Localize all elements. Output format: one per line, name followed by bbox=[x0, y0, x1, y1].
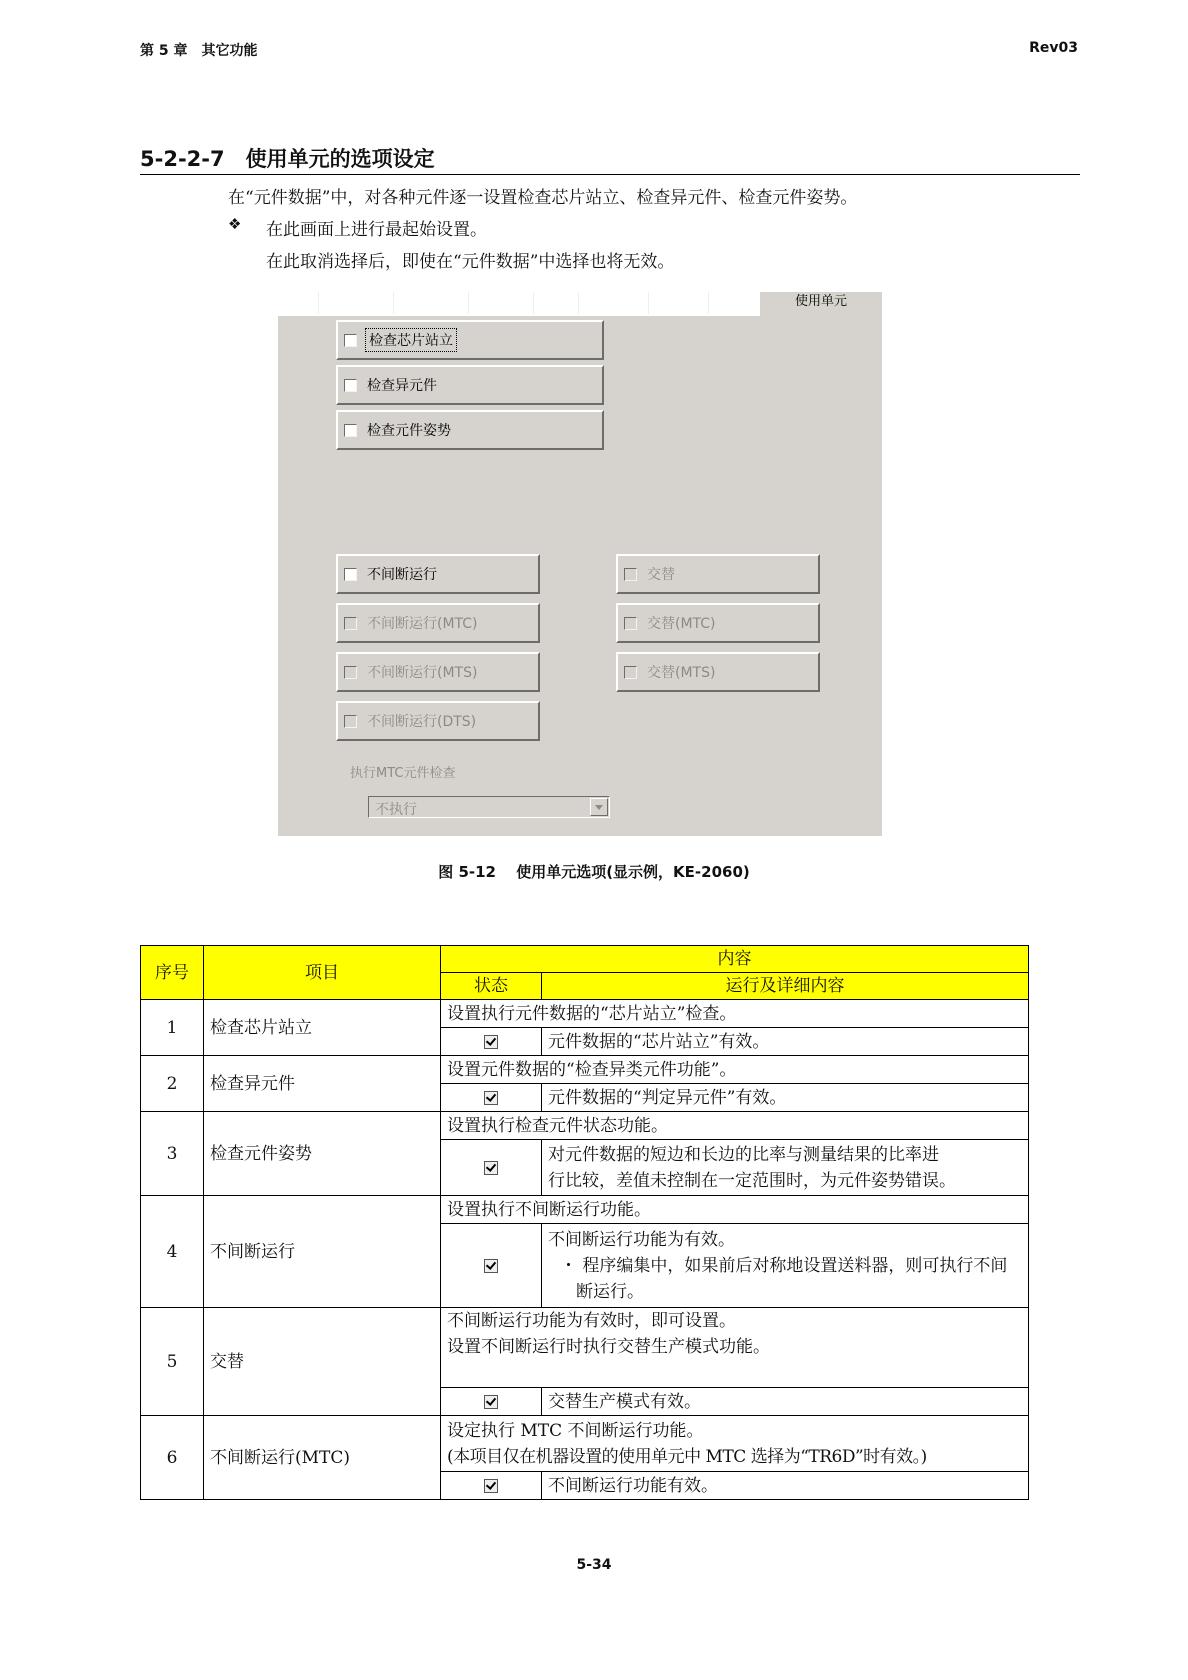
row-detail: 不间断运行功能为有效。 ・ 程序编集中，如果前后对称地设置送料器，则可执行不间断运行。 bbox=[542, 1224, 1029, 1308]
row-item: 交替 bbox=[204, 1308, 441, 1416]
alternate-mtc-button[interactable] bbox=[616, 603, 820, 643]
figure-caption: 图 5-12 使用单元选项(显示例，KE-2060) bbox=[438, 863, 750, 881]
checked-icon bbox=[484, 1479, 498, 1493]
alternate-mts-checkbox[interactable] bbox=[624, 666, 637, 679]
checked-icon bbox=[484, 1091, 498, 1105]
row-detail: 对元件数据的短边和长边的比率与测量结果的比率进 行比较，差值未控制在一定范围时，为元件姿势错误。 bbox=[542, 1140, 1029, 1196]
revision-label: Rev03 bbox=[1029, 40, 1078, 56]
chevron-down-icon[interactable] bbox=[590, 798, 608, 816]
nonstop-button[interactable] bbox=[336, 554, 540, 594]
checked-icon bbox=[484, 1259, 498, 1273]
header-status: 状态 bbox=[441, 973, 542, 1000]
checked-icon bbox=[484, 1395, 498, 1409]
row-detail: 元件数据的“芯片站立”有效。 bbox=[542, 1028, 1029, 1056]
nonstop-mtc-checkbox[interactable] bbox=[344, 617, 357, 630]
alternate-mtc-label: 交替(MTC) bbox=[647, 616, 716, 632]
page-number: 5-34 bbox=[576, 1557, 612, 1573]
note-line-2: 在此取消选择后，即使在“元件数据”中选择也将无效。 bbox=[266, 252, 675, 272]
table-row bbox=[141, 1416, 1029, 1472]
nonstop-checkbox[interactable] bbox=[344, 568, 357, 581]
row-desc: 设定执行 MTC 不间断运行功能。 (本项目仅在机器设置的使用单元中 MTC 选择为“TR6D”时有效。) bbox=[441, 1416, 1029, 1472]
row-desc: 设置执行检查元件状态功能。 bbox=[441, 1112, 1029, 1140]
tab-use-unit[interactable]: 使用单元 bbox=[760, 292, 882, 316]
row-no: 4 bbox=[141, 1196, 204, 1308]
alternate-checkbox[interactable] bbox=[624, 568, 637, 581]
table-row bbox=[141, 1112, 1029, 1140]
alternate-mtc-checkbox[interactable] bbox=[624, 617, 637, 630]
row-no: 6 bbox=[141, 1416, 204, 1500]
header-detail: 运行及详细内容 bbox=[542, 973, 1029, 1000]
table-row bbox=[141, 1196, 1029, 1224]
header-item: 项目 bbox=[204, 946, 441, 1000]
row-no: 3 bbox=[141, 1112, 204, 1196]
row-item: 检查元件姿势 bbox=[204, 1112, 441, 1196]
section-title: 5-2-2-7 使用单元的选项设定 bbox=[140, 147, 435, 171]
row-detail: 不间断运行功能有效。 bbox=[542, 1472, 1029, 1500]
nonstop-mts-checkbox[interactable] bbox=[344, 666, 357, 679]
checked-icon bbox=[484, 1035, 498, 1049]
row-no: 5 bbox=[141, 1308, 204, 1416]
row-item: 不间断运行(MTC) bbox=[204, 1416, 441, 1500]
component-posture-checkbox[interactable] bbox=[344, 424, 357, 437]
component-posture-label: 检查元件姿势 bbox=[367, 423, 451, 439]
row-item: 检查芯片站立 bbox=[204, 1000, 441, 1056]
table-row bbox=[141, 1000, 1029, 1028]
checked-icon bbox=[484, 1161, 498, 1175]
mtc-check-select-value: 不执行 bbox=[375, 802, 417, 818]
alternate-button[interactable] bbox=[616, 554, 820, 594]
note-line-1: 在此画面上进行最起始设置。 bbox=[266, 220, 487, 240]
nonstop-mts-button[interactable] bbox=[336, 652, 540, 692]
use-unit-dialog bbox=[278, 292, 882, 836]
alternate-label: 交替 bbox=[647, 567, 675, 583]
intro-paragraph: 在“元件数据”中，对各种元件逐一设置检查芯片站立、检查异元件、检查元件姿势。 bbox=[228, 188, 858, 208]
row-detail: 元件数据的“判定异元件”有效。 bbox=[542, 1084, 1029, 1112]
tab-strip bbox=[278, 292, 882, 316]
table-row bbox=[141, 1308, 1029, 1388]
chapter-header: 第 5 章 其它功能 bbox=[140, 43, 258, 59]
chip-stand-label: 检查芯片站立 bbox=[367, 330, 455, 350]
row-desc: 设置元件数据的“检查异类元件功能”。 bbox=[441, 1056, 1029, 1084]
chip-stand-check-button[interactable] bbox=[336, 320, 604, 360]
row-no: 2 bbox=[141, 1056, 204, 1112]
alternate-mts-label: 交替(MTS) bbox=[647, 665, 716, 681]
nonstop-dts-label: 不间断运行(DTS) bbox=[367, 714, 477, 730]
row-detail: 交替生产模式有效。 bbox=[542, 1388, 1029, 1416]
option-spec-table bbox=[140, 945, 1029, 1500]
row-item: 不间断运行 bbox=[204, 1196, 441, 1308]
row-desc: 设置执行元件数据的“芯片站立”检查。 bbox=[441, 1000, 1029, 1028]
row-desc: 设置执行不间断运行功能。 bbox=[441, 1196, 1029, 1224]
nonstop-mts-label: 不间断运行(MTS) bbox=[367, 665, 478, 681]
row-no: 1 bbox=[141, 1000, 204, 1056]
alternate-mts-button[interactable] bbox=[616, 652, 820, 692]
table-header-row bbox=[141, 946, 1029, 973]
dialog-body bbox=[278, 316, 882, 836]
nonstop-mtc-label: 不间断运行(MTC) bbox=[367, 616, 478, 632]
odd-component-checkbox[interactable] bbox=[344, 379, 357, 392]
row-item: 检查异元件 bbox=[204, 1056, 441, 1112]
mtc-check-label: 执行MTC元件检查 bbox=[350, 766, 456, 781]
nonstop-dts-button[interactable] bbox=[336, 701, 540, 741]
odd-component-check-button[interactable] bbox=[336, 365, 604, 405]
header-no: 序号 bbox=[141, 946, 204, 1000]
section-divider bbox=[140, 174, 1080, 175]
table-row bbox=[141, 1056, 1029, 1084]
chip-stand-checkbox[interactable] bbox=[344, 334, 357, 347]
nonstop-label: 不间断运行 bbox=[367, 567, 437, 583]
nonstop-mtc-button[interactable] bbox=[336, 603, 540, 643]
row-desc: 不间断运行功能为有效时，即可设置。 设置不间断运行时执行交替生产模式功能。 bbox=[441, 1308, 1029, 1388]
component-posture-check-button[interactable] bbox=[336, 410, 604, 450]
odd-component-label: 检查异元件 bbox=[367, 378, 437, 394]
header-content: 内容 bbox=[441, 946, 1029, 973]
diamond-bullet-icon: ❖ bbox=[228, 215, 242, 233]
mtc-check-select[interactable] bbox=[368, 796, 610, 818]
nonstop-dts-checkbox[interactable] bbox=[344, 715, 357, 728]
